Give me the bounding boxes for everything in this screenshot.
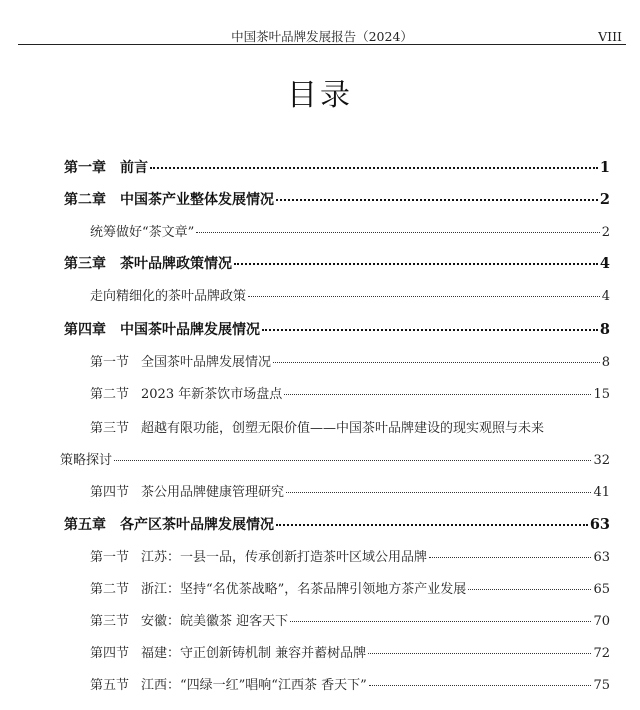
toc-entry-page: 70 [593, 614, 610, 629]
toc-entry-line [64, 515, 610, 535]
toc-entry-label [90, 644, 366, 663]
toc-entry-line [90, 676, 610, 695]
toc-entry-label [64, 254, 232, 274]
toc-entry-number: 第三节 [90, 614, 130, 629]
toc-entry-title: 走向精细化的茶叶品牌政策 [90, 289, 247, 304]
toc-entry-title: 前言 [120, 160, 148, 176]
toc-leader-dots [369, 685, 592, 686]
toc-leader-dots [234, 263, 598, 265]
toc-chapter-entry[interactable] [0, 248, 640, 274]
toc-entry-page: 2 [601, 225, 610, 240]
toc-entry-line [90, 483, 610, 502]
toc-entry-page: 41 [593, 485, 610, 500]
toc-entry-page: 1 [599, 159, 610, 176]
toc-leader-dots [196, 232, 599, 233]
toc-entry-number: 第四节 [90, 646, 130, 661]
toc-entry-label [90, 353, 271, 372]
toc-leader-dots [429, 557, 591, 558]
toc-section-entry[interactable] [0, 605, 640, 631]
toc-leader-dots [273, 362, 600, 363]
toc-entry-number: 第一节 [90, 355, 130, 370]
toc-entry-number: 第二节 [90, 387, 130, 402]
toc-leader-dots [114, 460, 591, 461]
toc-leader-dots [468, 589, 591, 590]
toc-entry-label [90, 287, 246, 306]
toc-entry-number: 第五章 [64, 517, 106, 533]
toc-entry-page: 65 [593, 582, 610, 597]
toc-entry-label [90, 385, 282, 404]
toc-section-entry[interactable] [0, 573, 640, 599]
toc-entry-title: 江苏：一县一品，传承创新打造茶叶区域公用品牌 [141, 550, 428, 565]
toc-entry-line [90, 644, 610, 663]
toc-leader-dots [248, 296, 600, 297]
toc-section-entry[interactable] [0, 216, 640, 242]
toc-entry-page: 2 [599, 191, 610, 208]
toc-entry-label [90, 483, 284, 502]
header-title: 中国茶叶品牌发展报告（2024） [231, 29, 413, 44]
toc-entry-number: 第三节 [90, 421, 130, 436]
toc-entry-title: 中国茶产业整体发展情况 [120, 192, 274, 208]
toc-leader-dots [276, 524, 588, 526]
toc-entry-line [90, 223, 610, 242]
toc-entry-number: 第二章 [64, 192, 106, 208]
toc-entry-label [90, 612, 288, 631]
toc-section-entry[interactable] [0, 669, 640, 695]
toc-entry-label [90, 223, 194, 242]
toc-entry-title: 统筹做好“茶文章” [90, 225, 195, 240]
toc-entry-line [64, 158, 610, 178]
toc-entry-title: 茶公用品牌健康管理研究 [141, 485, 285, 500]
toc-leader-dots [286, 492, 591, 493]
toc-chapter-entry[interactable] [0, 314, 640, 340]
toc-entry-title: 安徽：皖美徽茶 迎客天下 [141, 614, 289, 629]
toc-entry-label [64, 190, 274, 210]
toc-leader-dots [284, 394, 591, 395]
toc-leader-dots [276, 199, 598, 201]
toc-entry-page: 4 [601, 289, 610, 304]
toc-entry-line [64, 320, 610, 340]
toc-entry-title: 福建：守正创新铸机制 兼容并蓄树品牌 [141, 646, 367, 661]
toc-entry-page: 8 [599, 321, 610, 338]
toc-entry-page: 4 [599, 255, 610, 272]
toc-entry-line [90, 548, 610, 567]
toc-title: 目录 [287, 78, 353, 113]
toc-entry-title: 茶叶品牌政策情况 [120, 256, 232, 272]
toc-entry-number: 第三章 [64, 256, 106, 272]
toc-entry-number: 第一节 [90, 550, 130, 565]
toc-section-entry[interactable] [0, 637, 640, 663]
toc-entry-page: 32 [593, 453, 610, 468]
toc-entry-number: 第二节 [90, 582, 130, 597]
toc-entry-title: 2023 年新茶饮市场盘点 [141, 387, 283, 402]
toc-entry-line [60, 451, 610, 470]
toc-entry-number: 第四节 [90, 485, 130, 500]
toc-section-entry[interactable] [0, 421, 640, 470]
toc-entry-continuation: 策略探讨 [60, 453, 113, 468]
toc-entry-label [64, 515, 274, 535]
toc-entry-page: 8 [601, 355, 610, 370]
header-page-number: VIII [598, 29, 622, 44]
toc-entry-line [90, 612, 610, 631]
toc-leader-dots [150, 167, 598, 169]
toc-entry-line [64, 190, 610, 210]
toc-section-entry[interactable] [0, 346, 640, 372]
toc-entry-page: 75 [593, 678, 610, 693]
toc-entry-title: 浙江：坚持“名优茶战略”，名茶品牌引领地方茶产业发展 [141, 582, 467, 597]
toc-leader-dots [262, 329, 598, 331]
toc-entry-title: 超越有限功能，创塑无限价值——中国茶叶品牌建设的现实观照与未来 [141, 421, 545, 436]
toc-entry-first-line [90, 419, 610, 438]
toc-entry-label [64, 158, 148, 178]
toc-entry-page: 72 [593, 646, 610, 661]
toc-entry-title: 中国茶叶品牌发展情况 [120, 322, 260, 338]
toc-entry-line [64, 254, 610, 274]
toc-entry-number: 第五节 [90, 678, 130, 693]
toc-entry-line [90, 580, 610, 599]
toc-leader-dots [368, 653, 591, 654]
toc-section-entry[interactable] [0, 280, 640, 306]
toc-chapter-entry[interactable] [0, 509, 640, 535]
toc-entry-page: 63 [593, 550, 610, 565]
toc-chapter-entry[interactable] [0, 152, 640, 178]
toc-entry-line [90, 287, 610, 306]
toc-chapter-entry[interactable] [0, 184, 640, 210]
toc-entry-page: 63 [589, 516, 610, 533]
toc-entry-title: 各产区茶叶品牌发展情况 [120, 517, 274, 533]
toc-entry-label [90, 580, 466, 599]
toc-section-entry[interactable] [0, 378, 640, 404]
toc-entry-title: 江西：“四绿一红”唱响“江西茶 香天下” [141, 678, 367, 693]
toc-entry-number: 第四章 [64, 322, 106, 338]
toc-section-entry[interactable] [0, 476, 640, 502]
toc-section-entry[interactable] [0, 541, 640, 567]
toc-entry-title: 全国茶叶品牌发展情况 [141, 355, 272, 370]
toc-entry-line [90, 353, 610, 372]
toc-entry-number: 第一章 [64, 160, 106, 176]
toc-entry-label [64, 320, 260, 340]
toc-entry-line [90, 385, 610, 404]
toc-leader-dots [290, 621, 591, 622]
toc-entry-page: 15 [593, 387, 610, 402]
toc-entry-label [90, 548, 427, 567]
toc-entry-label [90, 676, 367, 695]
